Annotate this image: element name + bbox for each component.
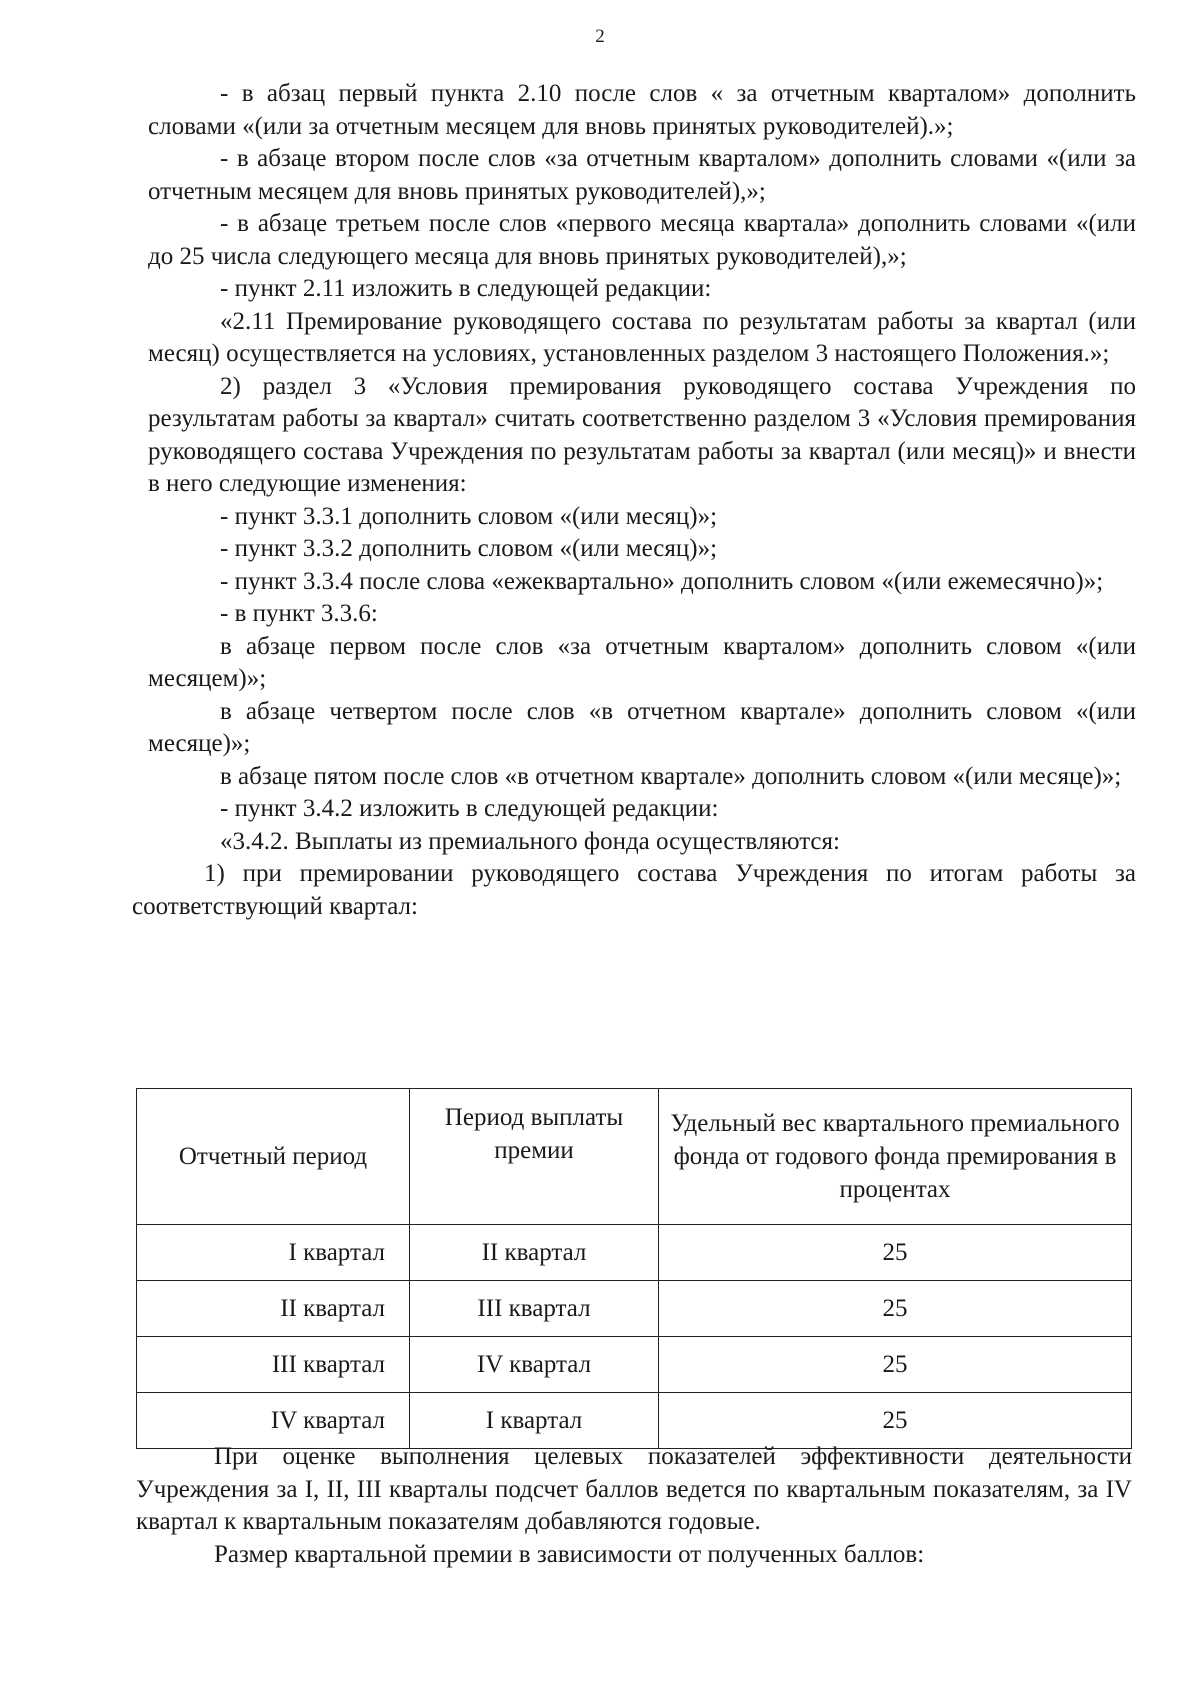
cell-weight-percent: 25 bbox=[659, 1337, 1132, 1393]
paragraph-item-3-3-2: - пункт 3.3.2 дополнить словом «(или месяц)»; bbox=[220, 535, 718, 562]
page-number: 2 bbox=[595, 26, 605, 47]
paragraph-item-2-10-third: - в абзаце третьем после слов «первого месяца квартала» дополнить словами «(или до 25 числа следующего месяца для вновь принятых руководителей),»; bbox=[148, 210, 1136, 270]
paragraph-item-3-3-4: - пункт 3.3.4 после слова «ежеквартально» дополнить словом «(или ежемесячно)»; bbox=[220, 567, 1104, 595]
paragraph-item-2-11-intro: - пункт 2.11 изложить в следующей редакции: bbox=[220, 275, 712, 302]
table-header-row bbox=[137, 1089, 1132, 1225]
cell-payment-period: IV квартал bbox=[410, 1337, 659, 1393]
cell-weight-percent: 25 bbox=[659, 1281, 1132, 1337]
paragraph-3-3-6-first: в абзаце первом после слов «за отчетным кварталом» дополнить словом «(или месяцем)»; bbox=[148, 632, 1136, 692]
paragraph-item-3-3-6: - в пункт 3.3.6: bbox=[220, 600, 378, 627]
paragraph-scoring-note: При оценке выполнения целевых показателей эффективности деятельности Учреждения за I, II, III кварталы подсчет баллов ведется по квартальным показателям, за IV квартал к квартальным показателям добавляются годовые. bbox=[136, 1443, 1132, 1535]
column-header-payment-period: Период выплаты премии bbox=[410, 1089, 659, 1225]
cell-payment-period: II квартал bbox=[410, 1225, 659, 1281]
column-header-reporting-period: Отчетный период bbox=[137, 1089, 410, 1225]
paragraph-item-3-3-1: - пункт 3.3.1 дополнить словом «(или месяц)»; bbox=[220, 502, 718, 530]
paragraph-item-3-4-2-text: «3.4.2. Выплаты из премиального фонда осуществляются: bbox=[220, 827, 840, 855]
cell-reporting-period: III квартал bbox=[137, 1337, 410, 1393]
document-body bbox=[132, 78, 1136, 923]
cell-reporting-period: I квартал bbox=[137, 1225, 410, 1281]
paragraph-item-2-10-second: - в абзаце втором после слов «за отчетным кварталом» дополнить словами «(или за отчетным месяцем для вновь принятых руководителей),»; bbox=[148, 145, 1136, 205]
paragraph-item-2-10-first: - в абзац первый пункта 2.10 после слов « за отчетным кварталом» дополнить словами «(или за отчетным месяцем для вновь принятых руководителей).»; bbox=[148, 80, 1136, 140]
cell-reporting-period: IV квартал bbox=[137, 1393, 410, 1449]
cell-reporting-period: II квартал bbox=[137, 1281, 410, 1337]
cell-payment-period: III квартал bbox=[410, 1281, 659, 1337]
table-row bbox=[137, 1337, 1132, 1393]
column-header-weight-percent: Удельный вес квартального премиального фонда от годового фонда премирования в процентах bbox=[659, 1089, 1132, 1225]
cell-weight-percent: 25 bbox=[659, 1393, 1132, 1449]
paragraph-item-2-11-text: «2.11 Премирование руководящего состава по результатам работы за квартал (или месяц) осуществляется на условиях, установленных разделом 3 настоящего Положения.»; bbox=[148, 307, 1136, 367]
table-row bbox=[137, 1225, 1132, 1281]
paragraph-premium-size-intro: Размер квартальной премии в зависимости от полученных баллов: bbox=[214, 1540, 925, 1568]
paragraph-section-3: 2) раздел 3 «Условия премирования руководящего состава Учреждения по результатам работы за квартал» считать соответственно разделом 3 «Условия премирования руководящего состава Учреждения по результатам работы за квартал (или месяц)» и внести в него следующие изменения: bbox=[148, 372, 1136, 497]
paragraph-3-3-6-fourth: в абзаце четвертом после слов «в отчетном квартале» дополнить словом «(или месяце)»; bbox=[148, 697, 1136, 757]
paragraph-item-3-4-2-intro: - пункт 3.4.2 изложить в следующей редакции: bbox=[220, 795, 719, 822]
paragraph-3-3-6-fifth: в абзаце пятом после слов «в отчетном квартале» дополнить словом «(или месяце)»; bbox=[220, 762, 1122, 790]
table-row bbox=[137, 1281, 1132, 1337]
cell-payment-period: I квартал bbox=[410, 1393, 659, 1449]
premium-periods-table bbox=[136, 1088, 1132, 1449]
paragraph-table-intro: 1) при премировании руководящего состава Учреждения по итогам работы за соответствующий квартал: bbox=[132, 860, 1136, 920]
cell-weight-percent: 25 bbox=[659, 1225, 1132, 1281]
document-body-after-table bbox=[136, 1441, 1132, 1571]
